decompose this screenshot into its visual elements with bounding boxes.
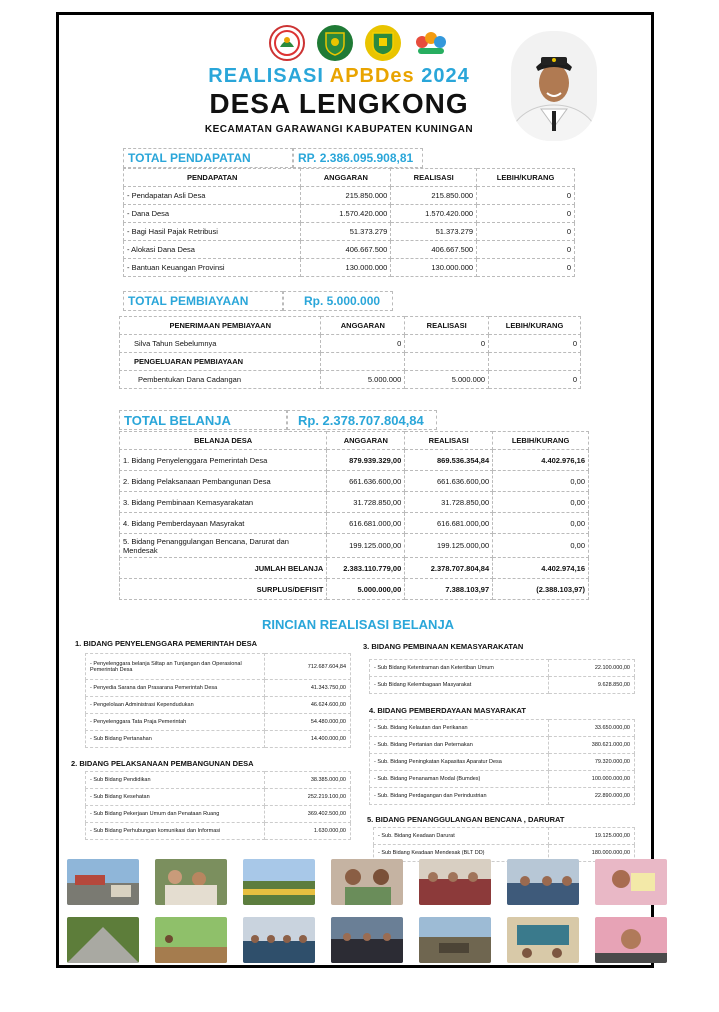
cell: 54.480.000,00 (265, 714, 351, 731)
table-row (370, 771, 635, 788)
cell: 1.570.420.000 (301, 205, 391, 223)
cell: 380.621.000,00 (549, 737, 635, 754)
cell: Pembentukan Dana Cadangan (120, 371, 321, 389)
cell: 14.400.000,00 (265, 731, 351, 748)
table-row (86, 654, 351, 680)
cell: 3. Bidang Pembinaan Kemasyarakatan (120, 492, 327, 513)
cell: 38.385.000,00 (265, 772, 351, 789)
cell: 79.320.000,00 (549, 754, 635, 771)
kuningan-logo (365, 25, 401, 61)
pendapatan-total: RP. 2.386.095.908,81 (293, 148, 423, 168)
table-row (124, 205, 575, 223)
cell: 616.681.000,00 (327, 513, 405, 534)
surplus-row (120, 579, 589, 600)
cell: 46.624.600,00 (265, 697, 351, 714)
bidang4-title: 4. BIDANG PEMBERDAYAAN MASYARAKAT (369, 706, 526, 715)
cell: 879.939.329,00 (327, 450, 405, 471)
table-row (374, 828, 635, 845)
cell: 2.383.110.779,00 (327, 558, 405, 579)
table-row (86, 772, 351, 789)
cell: 661.636.600,00 (405, 471, 493, 492)
cell: - Dana Desa (124, 205, 301, 223)
cell: 199.125.000,00 (405, 534, 493, 558)
cell: 0,00 (493, 471, 589, 492)
belanja-table (119, 431, 589, 600)
cell: 2. Bidang Pelaksanaan Pembangunan Desa (120, 471, 327, 492)
cell: - Penyedia Sarana dan Prasarana Pemerintah Desa (86, 680, 265, 697)
table-row (86, 731, 351, 748)
cell: 1.570.420.000 (391, 205, 477, 223)
bidang3-table (369, 659, 635, 694)
cell: 130.000.000 (391, 259, 477, 277)
cell: 369.402.500,00 (265, 806, 351, 823)
table-row (86, 714, 351, 731)
cell: 5. Bidang Penanggulangan Bencana, Darurat dan Mendesak (120, 534, 327, 558)
cell: - Bagi Hasil Pajak Retribusi (124, 223, 301, 241)
cell: SURPLUS/DEFISIT (120, 579, 327, 600)
pembiayaan-total: Rp. 5.000.000 (283, 291, 393, 311)
bidang2-title: 2. BIDANG PELAKSANAAN PEMBANGUNAN DESA (71, 759, 254, 768)
table-row (86, 680, 351, 697)
cell: 22.890.000,00 (549, 788, 635, 805)
table-row (120, 534, 589, 558)
cell: 0 (477, 223, 575, 241)
table-header-row (120, 317, 581, 335)
cell: - Sub Bidang Perhubungan komunikasi dan Informasi (86, 823, 265, 840)
cell: 9.628.850,00 (549, 677, 635, 694)
cell: 31.728.850,00 (327, 492, 405, 513)
activity-photo (155, 917, 227, 963)
cell: 0,00 (493, 492, 589, 513)
activity-photo (67, 859, 139, 905)
activity-photo (595, 859, 667, 905)
activity-photo-grid (67, 859, 667, 963)
table-row (370, 788, 635, 805)
table-row (86, 823, 351, 840)
cell: 4. Bidang Pemberdayaan Masyrakat (120, 513, 327, 534)
cell: 0 (477, 241, 575, 259)
cell: 0 (489, 335, 581, 353)
cell: 616.681.000,00 (405, 513, 493, 534)
table-row (124, 223, 575, 241)
cell: 1. Bidang Penyelenggara Pemerintah Desa (120, 450, 327, 471)
pendapatan-label: TOTAL PENDAPATAN (123, 148, 293, 168)
cell: - Sub. Bidang Peningkatan Kapasitas Aparatur Desa (370, 754, 549, 771)
activity-photo (595, 917, 667, 963)
cell: 19.125.000,00 (549, 828, 635, 845)
table-row (120, 335, 581, 353)
table-row (120, 450, 589, 471)
cell: 0 (477, 205, 575, 223)
bidang2-table (85, 771, 351, 840)
bidang4-table (369, 719, 635, 805)
cell: (2.388.103,97) (493, 579, 589, 600)
cell: - Sub. Bidang Keadaan Darurat (374, 828, 549, 845)
cell: - Sub Bidang Pertanahan (86, 731, 265, 748)
cell: 0 (405, 335, 489, 353)
cell: 5.000.000,00 (327, 579, 405, 600)
rincian-title: RINCIAN REALISASI BELANJA (261, 617, 455, 632)
activity-photo (155, 859, 227, 905)
cell: - Pengelolaan Administrasi Kependudukan (86, 697, 265, 714)
activity-photo (507, 859, 579, 905)
cell: - Sub. Bidang Kelautan dan Perikanan (370, 720, 549, 737)
cell: 33.650.000,00 (549, 720, 635, 737)
table-header-row (124, 169, 575, 187)
cell: 130.000.000 (301, 259, 391, 277)
report-title: REALISASI APBDes 2024 (208, 65, 470, 87)
cell: 41.343.750,00 (265, 680, 351, 697)
poster-frame (56, 12, 654, 968)
col-header: PENERIMAAN PEMBIAYAAN (120, 317, 321, 335)
col-header: PENDAPATAN (124, 169, 301, 187)
cell: PENGELUARAN PEMBIAYAAN (120, 353, 321, 371)
cell: 0 (321, 335, 405, 353)
jabar-logo (317, 25, 353, 61)
cell: - Penyelenggara belanja Siltap an Tunjangan dan Operasional Pemerintah Desa (86, 654, 265, 680)
col-header: ANGGARAN (321, 317, 405, 335)
bidang3-title: 3. BIDANG PEMBINAAN KEMASYARAKATAN (363, 642, 524, 651)
cell: 406.667.500 (391, 241, 477, 259)
col-header: REALISASI (405, 432, 493, 450)
col-header: BELANJA DESA (120, 432, 327, 450)
bidang1-table (85, 653, 351, 748)
activity-photo (243, 917, 315, 963)
village-name: DESA LENGKONG (209, 88, 469, 119)
cell: - Alokasi Dana Desa (124, 241, 301, 259)
table-row (124, 259, 575, 277)
table-header-row (120, 432, 589, 450)
cell: 0 (489, 371, 581, 389)
cell: - Sub. Bidang Perdagangan dan Perindustrian (370, 788, 549, 805)
pendapatan-table (123, 168, 575, 277)
col-header: ANGGARAN (301, 169, 391, 187)
col-header: ANGGARAN (327, 432, 405, 450)
cell: - Sub Bidang Kelembagaan Masyarakat (370, 677, 549, 694)
cell: - Pendapatan Asli Desa (124, 187, 301, 205)
cell: 406.667.500 (301, 241, 391, 259)
table-row (370, 677, 635, 694)
cell: 180.000.000,00 (549, 845, 635, 862)
activity-photo (67, 917, 139, 963)
table-row (370, 737, 635, 754)
cell: JUMLAH BELANJA (120, 558, 327, 579)
kemendes-logo (269, 25, 305, 61)
cell: 4.402.974,16 (493, 558, 589, 579)
district-name: KECAMATAN GARAWANGI KABUPATEN KUNINGAN (204, 124, 474, 135)
activity-photo (243, 859, 315, 905)
cell: 100.000.000,00 (549, 771, 635, 788)
activity-photo (419, 859, 491, 905)
activity-photo (419, 917, 491, 963)
table-row (86, 697, 351, 714)
cell: 51.373.279 (301, 223, 391, 241)
activity-photo (331, 917, 403, 963)
jumlah-row (120, 558, 589, 579)
cell: 712.687.604,84 (265, 654, 351, 680)
cell: - Sub Bidang Ketentraman dan Ketertiban Umum (370, 660, 549, 677)
cell: 4.402.976,16 (493, 450, 589, 471)
cell: - Sub. Bidang Penanaman Modal (Bumdes) (370, 771, 549, 788)
cell: 31.728.850,00 (405, 492, 493, 513)
col-header: REALISASI (391, 169, 477, 187)
cell: 2.378.707.804,84 (405, 558, 493, 579)
cell: - Sub Bidang Keadaan Mendesak (BLT DD) (374, 845, 549, 862)
table-row (370, 660, 635, 677)
cell: - Bantuan Keuangan Provinsi (124, 259, 301, 277)
table-row (124, 241, 575, 259)
cell: 5.000.000 (321, 371, 405, 389)
cell: 0,00 (493, 534, 589, 558)
activity-photo (507, 917, 579, 963)
logo-row (269, 25, 449, 61)
cell: 252.219.100,00 (265, 789, 351, 806)
cell: 7.388.103,97 (405, 579, 493, 600)
bidang5-table (373, 827, 635, 862)
cell: 51.373.279 (391, 223, 477, 241)
cell: - Sub. Bidang Pertanian dan Peternakan (370, 737, 549, 754)
bidang1-title: 1. BIDANG PENYELENGGARA PEMERINTAH DESA (75, 639, 258, 648)
col-header: REALISASI (405, 317, 489, 335)
cell: 5.000.000 (405, 371, 489, 389)
cell: 1.630.000,00 (265, 823, 351, 840)
cell: 0,00 (493, 513, 589, 534)
cell: - Sub Bidang Pendidikan (86, 772, 265, 789)
cell: 199.125.000,00 (327, 534, 405, 558)
bumdes-logo (413, 25, 449, 61)
cell: 869.536.354,84 (405, 450, 493, 471)
pembiayaan-table (119, 316, 581, 389)
cell: Silva Tahun Sebelumnya (120, 335, 321, 353)
table-subheader-row (120, 353, 581, 371)
table-row (120, 471, 589, 492)
belanja-total: Rp. 2.378.707.804,84 (287, 410, 437, 430)
table-row (124, 187, 575, 205)
table-row (370, 754, 635, 771)
belanja-label: TOTAL BELANJA (119, 410, 287, 430)
cell: 215.850.000 (301, 187, 391, 205)
bidang5-title: 5. BIDANG PENANGGULANGAN BENCANA , DARURAT (367, 815, 565, 824)
cell: 215.850.000 (391, 187, 477, 205)
col-header: LEBIH/KURANG (493, 432, 589, 450)
cell: - Sub Bidang Kesehatan (86, 789, 265, 806)
table-row (120, 371, 581, 389)
table-row (370, 720, 635, 737)
cell: 22.100.000,00 (549, 660, 635, 677)
cell: - Sub Bidang Pekerjaan Umum dan Penataan Ruang (86, 806, 265, 823)
table-row (120, 513, 589, 534)
cell: - Penyelenggara Tata Praja Pemerintah (86, 714, 265, 731)
col-header: LEBIH/KURANG (489, 317, 581, 335)
table-row (86, 789, 351, 806)
pembiayaan-label: TOTAL PEMBIAYAAN (123, 291, 283, 311)
cell: 0 (477, 187, 575, 205)
cell: 0 (477, 259, 575, 277)
cell: 661.636.600,00 (327, 471, 405, 492)
col-header: LEBIH/KURANG (477, 169, 575, 187)
table-row (86, 806, 351, 823)
activity-photo (331, 859, 403, 905)
table-row (120, 492, 589, 513)
